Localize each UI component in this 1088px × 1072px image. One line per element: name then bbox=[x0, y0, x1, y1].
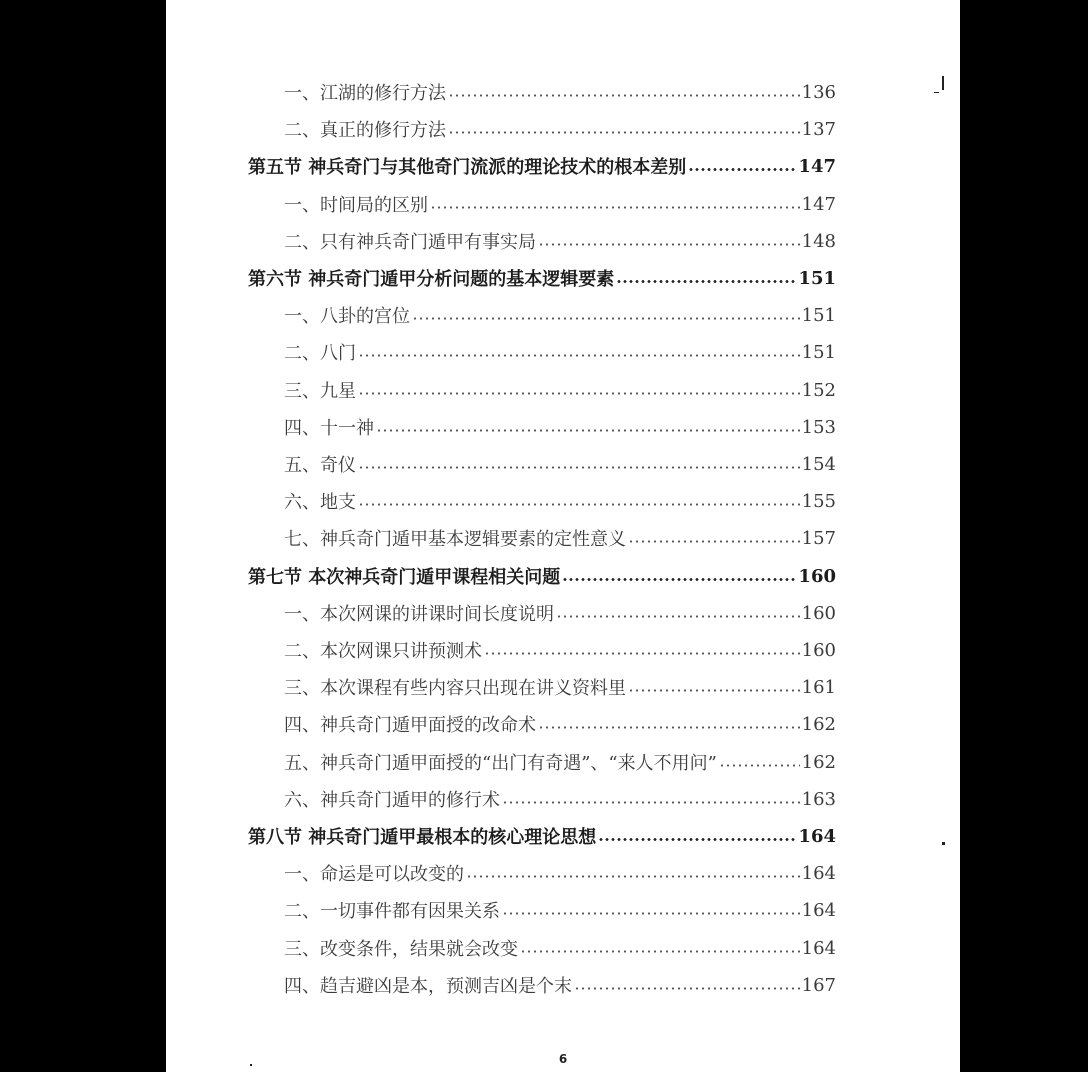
toc-entry-page: 160 bbox=[801, 602, 836, 624]
toc-item-entry[interactable] bbox=[284, 635, 836, 665]
toc-entry-page: 162 bbox=[801, 751, 836, 773]
toc-entry-title: 六、神兵奇门遁甲的修行术 bbox=[284, 790, 500, 811]
dot-leader bbox=[688, 168, 796, 171]
toc-entry-title: 七、神兵奇门遁甲基本逻辑要素的定性意义 bbox=[284, 529, 626, 550]
dot-leader bbox=[358, 503, 800, 506]
scan-mark bbox=[250, 1064, 252, 1066]
dot-leader bbox=[358, 354, 800, 357]
dot-leader bbox=[598, 838, 796, 841]
dot-leader bbox=[376, 429, 800, 432]
toc-item-entry[interactable] bbox=[284, 337, 836, 367]
toc-item-entry[interactable] bbox=[284, 523, 836, 553]
toc-item-entry[interactable] bbox=[284, 300, 836, 330]
toc-item-entry[interactable] bbox=[284, 226, 836, 256]
toc-entry-title: 一、八卦的宫位 bbox=[284, 306, 410, 327]
table-of-contents bbox=[166, 0, 960, 1072]
toc-entry-page: 147 bbox=[801, 193, 836, 215]
toc-entry-page: 163 bbox=[801, 788, 836, 810]
dot-leader bbox=[562, 578, 796, 581]
dot-leader bbox=[502, 912, 800, 915]
toc-entry-page: 155 bbox=[801, 490, 836, 512]
toc-item-entry[interactable] bbox=[284, 77, 836, 107]
toc-entry-title: 一、命运是可以改变的 bbox=[284, 864, 464, 885]
toc-entry-page: 152 bbox=[801, 379, 836, 401]
dot-leader bbox=[502, 801, 800, 804]
toc-entry-title: 三、九星 bbox=[284, 381, 356, 402]
dot-leader bbox=[628, 540, 800, 543]
toc-entry-title: 五、神兵奇门遁甲面授的“出门有奇遇”、“来人不用问” bbox=[284, 753, 717, 774]
toc-section-entry[interactable] bbox=[248, 263, 836, 293]
dot-leader bbox=[628, 689, 800, 692]
toc-item-entry[interactable] bbox=[284, 784, 836, 814]
dot-leader bbox=[538, 726, 800, 729]
toc-entry-title: 四、趋吉避凶是本，预测吉凶是个末 bbox=[284, 976, 572, 997]
toc-entry-page: 136 bbox=[801, 81, 836, 103]
dot-leader bbox=[466, 875, 800, 878]
toc-entry-title: 五、奇仪 bbox=[284, 455, 356, 476]
document-page bbox=[166, 0, 960, 1072]
scan-mark bbox=[942, 76, 944, 90]
toc-entry-title: 二、一切事件都有因果关系 bbox=[284, 901, 500, 922]
toc-entry-page: 162 bbox=[801, 713, 836, 735]
dot-leader bbox=[520, 950, 800, 953]
dot-leader bbox=[574, 987, 800, 990]
toc-entry-page: 157 bbox=[801, 527, 836, 549]
toc-entry-title: 二、真正的修行方法 bbox=[284, 120, 446, 141]
toc-entry-title: 二、只有神兵奇门遁甲有事实局 bbox=[284, 232, 536, 253]
toc-entry-title: 第五节 神兵奇门与其他奇门流派的理论技术的根本差别 bbox=[248, 157, 687, 178]
toc-entry-page: 151 bbox=[801, 341, 836, 363]
toc-entry-page: 164 bbox=[798, 825, 836, 847]
toc-entry-page: 164 bbox=[801, 899, 836, 921]
toc-entry-page: 147 bbox=[798, 155, 836, 177]
toc-item-entry[interactable] bbox=[284, 189, 836, 219]
toc-entry-title: 一、时间局的区别 bbox=[284, 195, 428, 216]
toc-entry-title: 二、八门 bbox=[284, 343, 356, 364]
toc-entry-title: 六、地支 bbox=[284, 492, 356, 513]
toc-item-entry[interactable] bbox=[284, 672, 836, 702]
toc-item-entry[interactable] bbox=[284, 858, 836, 888]
toc-entry-page: 164 bbox=[801, 862, 836, 884]
toc-entry-page: 160 bbox=[798, 565, 836, 587]
dot-leader bbox=[616, 280, 796, 283]
toc-item-entry[interactable] bbox=[284, 114, 836, 144]
dot-leader bbox=[358, 392, 800, 395]
toc-entry-page: 151 bbox=[798, 267, 836, 289]
toc-section-entry[interactable] bbox=[248, 561, 836, 591]
toc-entry-title: 四、神兵奇门遁甲面授的改命术 bbox=[284, 715, 536, 736]
toc-entry-title: 第七节 本次神兵奇门遁甲课程相关问题 bbox=[248, 567, 561, 588]
toc-item-entry[interactable] bbox=[284, 375, 836, 405]
toc-entry-page: 167 bbox=[801, 974, 836, 996]
toc-entry-page: 160 bbox=[801, 639, 836, 661]
toc-item-entry[interactable] bbox=[284, 895, 836, 925]
dot-leader bbox=[412, 317, 800, 320]
dot-leader bbox=[358, 466, 800, 469]
toc-entry-page: 154 bbox=[801, 453, 836, 475]
toc-entry-title: 一、江湖的修行方法 bbox=[284, 83, 446, 104]
toc-entry-page: 148 bbox=[801, 230, 836, 252]
toc-entry-title: 一、本次网课的讲课时间长度说明 bbox=[284, 604, 554, 625]
toc-entry-title: 四、十一神 bbox=[284, 418, 374, 439]
toc-entry-title: 第六节 神兵奇门遁甲分析问题的基本逻辑要素 bbox=[248, 269, 615, 290]
toc-entry-page: 137 bbox=[801, 118, 836, 140]
toc-entry-title: 三、本次课程有些内容只出现在讲义资料里 bbox=[284, 678, 626, 699]
dot-leader bbox=[484, 652, 800, 655]
toc-item-entry[interactable] bbox=[284, 970, 836, 1000]
page-number: 6 bbox=[558, 1052, 568, 1066]
dot-leader bbox=[430, 206, 800, 209]
toc-entry-title: 二、本次网课只讲预测术 bbox=[284, 641, 482, 662]
dot-leader bbox=[448, 94, 800, 97]
toc-item-entry[interactable] bbox=[284, 747, 836, 777]
toc-item-entry[interactable] bbox=[284, 709, 836, 739]
scan-mark bbox=[934, 92, 939, 93]
toc-entry-title: 三、改变条件，结果就会改变 bbox=[284, 939, 518, 960]
toc-entry-page: 151 bbox=[801, 304, 836, 326]
toc-item-entry[interactable] bbox=[284, 412, 836, 442]
toc-entry-page: 164 bbox=[801, 937, 836, 959]
toc-section-entry[interactable] bbox=[248, 821, 836, 851]
toc-item-entry[interactable] bbox=[284, 449, 836, 479]
dot-leader bbox=[448, 131, 800, 134]
toc-entry-page: 161 bbox=[801, 676, 836, 698]
toc-entry-page: 153 bbox=[801, 416, 836, 438]
toc-item-entry[interactable] bbox=[284, 933, 836, 963]
dot-leader bbox=[719, 764, 800, 767]
toc-entry-title: 第八节 神兵奇门遁甲最根本的核心理论思想 bbox=[248, 827, 597, 848]
dot-leader bbox=[538, 243, 800, 246]
toc-item-entry[interactable] bbox=[284, 486, 836, 516]
toc-section-entry[interactable] bbox=[248, 151, 836, 181]
scan-mark bbox=[942, 842, 945, 845]
toc-item-entry[interactable] bbox=[284, 598, 836, 628]
dot-leader bbox=[556, 615, 800, 618]
